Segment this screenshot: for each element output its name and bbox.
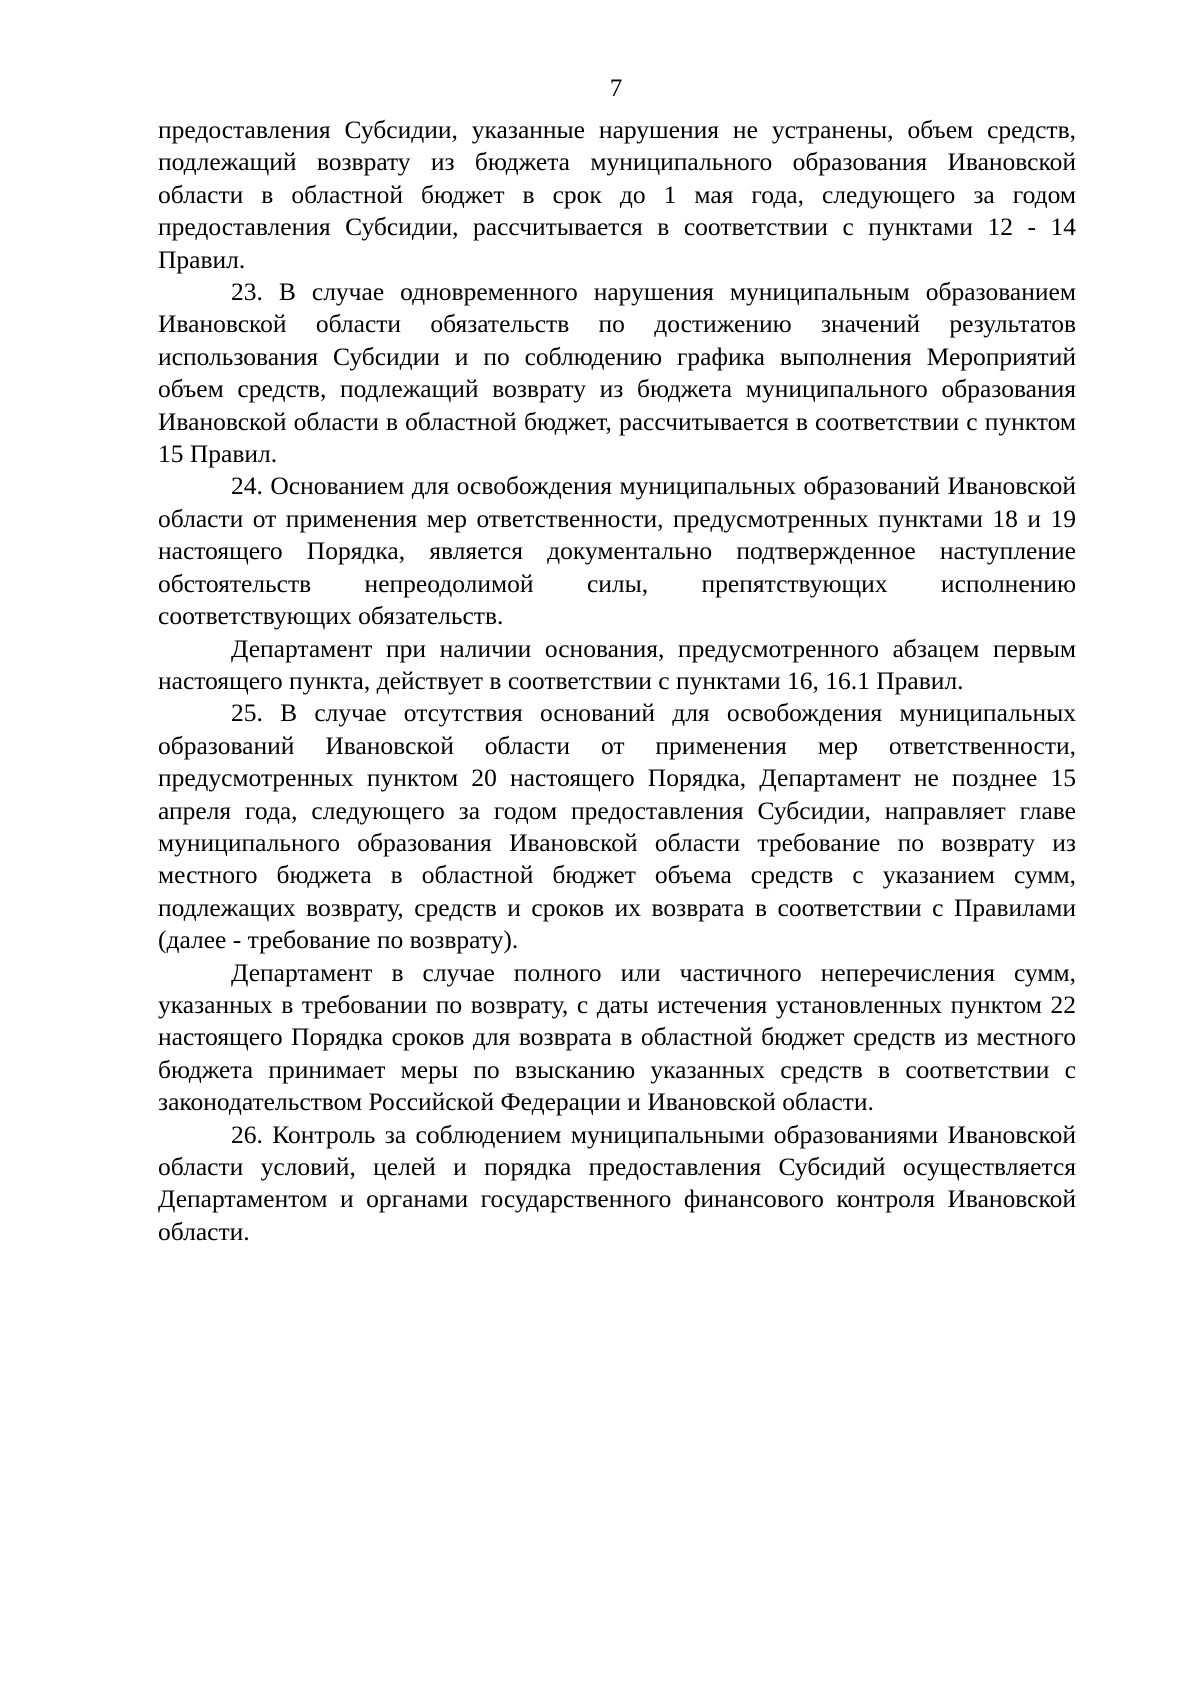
document-body bbox=[158, 114, 1076, 1248]
paragraph-23: 23. В случае одновременного нарушения муниципальным образованием Ивановской области обязательств по достижению значений результатов использования Субсидии и по соблюдению графика выполнения Мероприятий объем средств, подлежащий возврату из бюджета муниципального образования Ивановской области в областной бюджет, рассчитывается в соответствии с пунктом 15 Правил. bbox=[158, 277, 1076, 469]
page-number: 7 bbox=[609, 75, 623, 102]
paragraph-continuation: предоставления Субсидии, указанные нарушения не устранены, объем средств, подлежащий возврату из бюджета муниципального образования Ивановской области в областной бюджет в срок до 1 мая года, следующего за годом предоставления Субсидии, рассчитывается в соответствии с пунктами 12 - 14 Правил. bbox=[158, 115, 1076, 274]
paragraph-24-department: Департамент при наличии основания, предусмотренного абзацем первым настоящего пункта, действует в соответствии с пунктами 16, 16.1 Правил. bbox=[158, 633, 1076, 695]
paragraph-24: 24. Основанием для освобождения муниципальных образований Ивановской области от применения мер ответственности, предусмотренных пунктами 18 и 19 настоящего Порядка, является документально подтвержденное наступление обстоятельств непреодолимой силы, препятствующих исполнению соответствующих обязательств. bbox=[158, 471, 1076, 631]
paragraph-25: 25. В случае отсутствия оснований для освобождения муниципальных образований Ивановской области от применения мер ответственности, предусмотренных пунктом 20 настоящего Порядка, Департамент не позднее 15 апреля года, следующего за годом предоставления Субсидии, направляет главе муниципального образования Ивановской области требование по возврату из местного бюджета в областной бюджет объема средств с указанием сумм, подлежащих возврату, средств и сроков их возврата в соответствии с Правилами (далее - требование по возврату). bbox=[158, 698, 1076, 955]
paragraph-26: 26. Контроль за соблюдением муниципальными образованиями Ивановской области условий, целей и порядка предоставления Субсидий осуществляется Департаментом и органами государственного финансового контроля Ивановской области. bbox=[158, 1119, 1076, 1246]
paragraph-25-department: Департамент в случае полного или частичного неперечисления сумм, указанных в требовании по возврату, с даты истечения установленных пунктом 22 настоящего Порядка сроков для возврата в областной бюджет средств из местного бюджета принимает меры по взысканию указанных средств в соответствии с законодательством Российской Федерации и Ивановской области. bbox=[158, 957, 1076, 1117]
